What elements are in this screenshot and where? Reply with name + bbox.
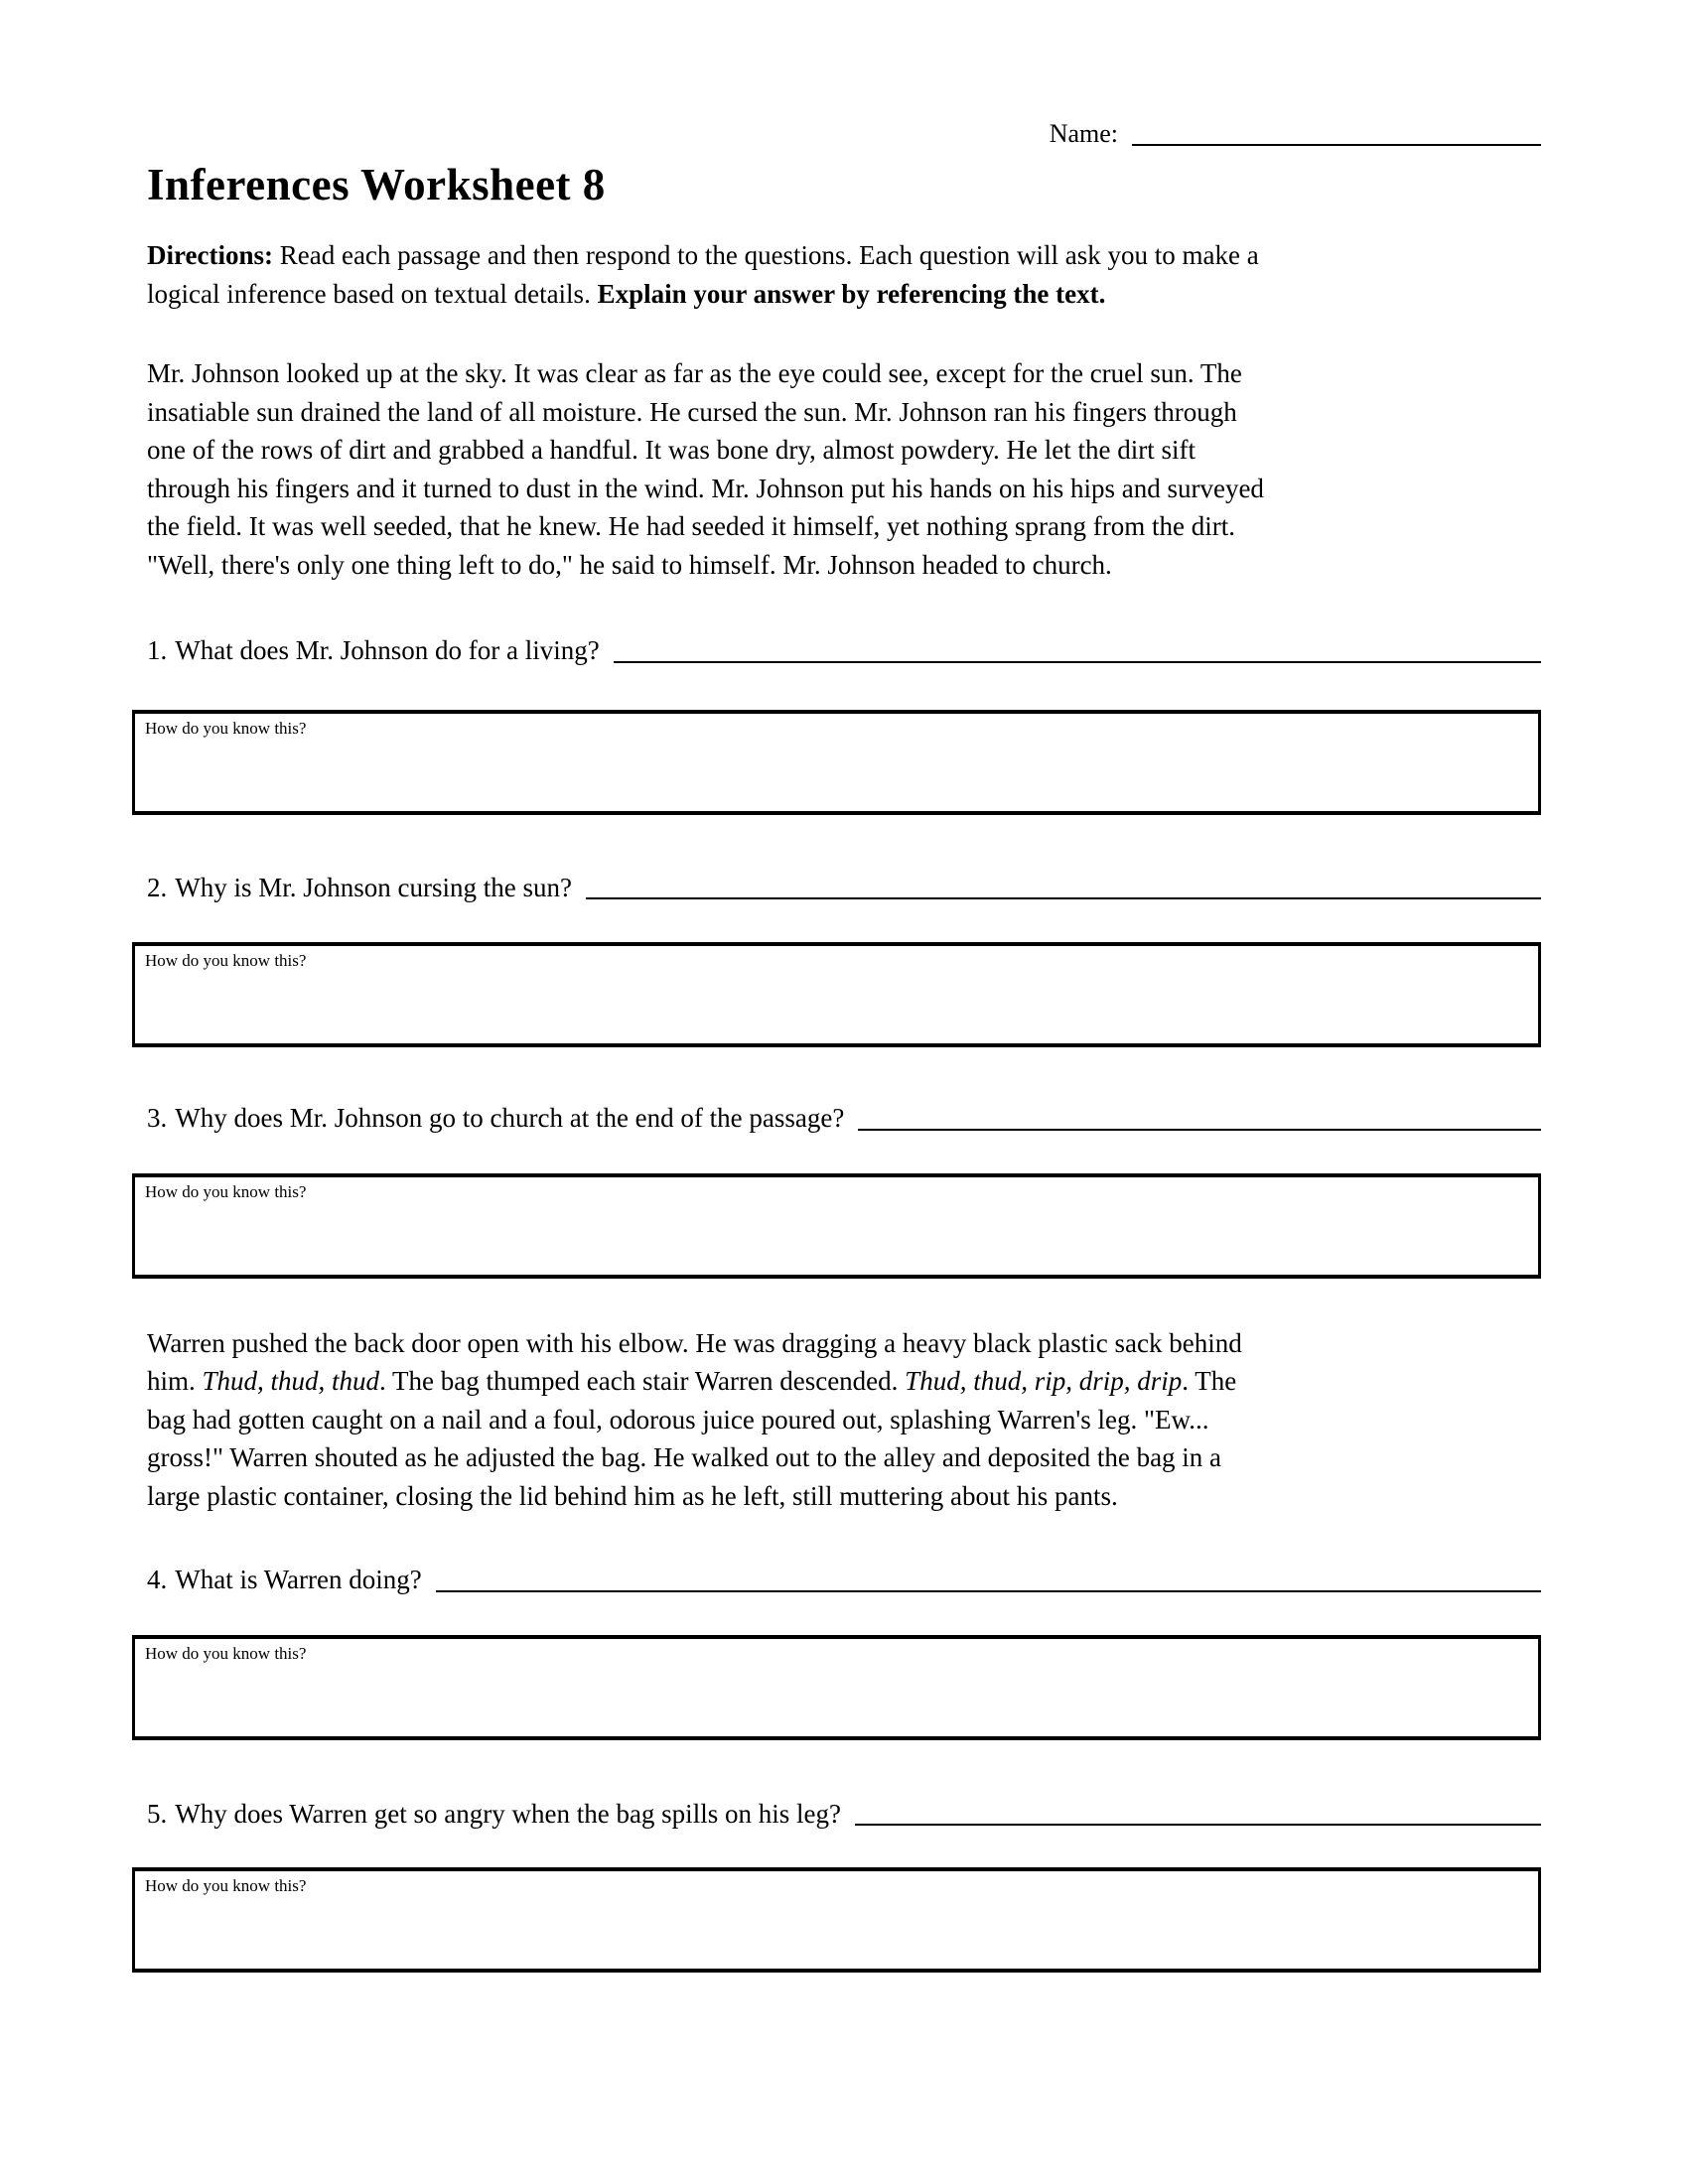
- question-2-box-prompt: How do you know this?: [145, 951, 307, 970]
- passage-2: [147, 1324, 1541, 1516]
- question-5-answer-box[interactable]: [132, 1867, 1541, 1973]
- name-row: [147, 117, 1541, 151]
- question-1-answer-box[interactable]: [132, 710, 1541, 815]
- directions: [147, 236, 1541, 313]
- text-line: through his fingers and it turned to dust in the wind. Mr. Johnson put his hands on his hips and surveyed: [147, 473, 1264, 503]
- text-line: logical inference based on textual details. Explain your answer by referencing the text.: [147, 278, 1106, 309]
- question-1: [147, 631, 1541, 670]
- question-3-number: 3.: [147, 1103, 168, 1133]
- passage-1: [147, 354, 1541, 584]
- question-2-answer-box[interactable]: [132, 942, 1541, 1047]
- question-4-text: What is Warren doing?: [175, 1565, 422, 1594]
- question-3-text: Why does Mr. Johnson go to church at the end of the passage?: [175, 1103, 845, 1133]
- name-label: Name:: [1049, 119, 1118, 148]
- text-line: "Well, there's only one thing left to do," he said to himself. Mr. Johnson headed to church.: [147, 549, 1112, 580]
- name-input-line[interactable]: [1132, 117, 1541, 146]
- question-3: [147, 1099, 1541, 1138]
- text-line: Warren pushed the back door open with his elbow. He was dragging a heavy black plastic sack behind: [147, 1327, 1242, 1358]
- question-5-text: Why does Warren get so angry when the bag spills on his leg?: [175, 1798, 841, 1829]
- question-4-box-prompt: How do you know this?: [145, 1643, 307, 1663]
- question-1-answer-line[interactable]: [614, 631, 1541, 663]
- question-5-number: 5.: [147, 1798, 168, 1829]
- question-4-number: 4.: [147, 1565, 168, 1594]
- question-3-box-prompt: How do you know this?: [145, 1181, 307, 1201]
- text-line: insatiable sun drained the land of all moisture. He cursed the sun. Mr. Johnson ran his fingers through: [147, 396, 1237, 427]
- question-3-answer-box[interactable]: [132, 1173, 1541, 1279]
- question-1-box-prompt: How do you know this?: [145, 718, 307, 738]
- text-line: Mr. Johnson looked up at the sky. It was clear as far as the eye could see, except for the cruel sun. The: [147, 358, 1242, 388]
- question-1-number: 1.: [147, 635, 168, 665]
- text-line: large plastic container, closing the lid behind him as he left, still muttering about his pants.: [147, 1480, 1118, 1511]
- question-4: [147, 1561, 1541, 1599]
- question-4-answer-line[interactable]: [436, 1561, 1541, 1592]
- page-title: Inferences Worksheet 8: [147, 160, 606, 209]
- text-line: the field. It was well seeded, that he knew. He had seeded it himself, yet nothing sprang from the dirt.: [147, 511, 1235, 541]
- question-3-answer-line[interactable]: [858, 1099, 1541, 1131]
- text-line: Directions: Read each passage and then respond to the questions. Each question will ask you to make a: [147, 240, 1259, 270]
- text-line: bag had gotten caught on a nail and a foul, odorous juice poured out, splashing Warren's leg. "Ew...: [147, 1404, 1209, 1434]
- question-5-box-prompt: How do you know this?: [145, 1876, 307, 1895]
- question-4-answer-box[interactable]: [132, 1635, 1541, 1740]
- question-2-text: Why is Mr. Johnson cursing the sun?: [175, 872, 572, 902]
- question-5: [147, 1795, 1541, 1834]
- text-line: him. Thud, thud, thud. The bag thumped each stair Warren descended. Thud, thud, rip, drip, drip. The: [147, 1366, 1237, 1396]
- question-2-answer-line[interactable]: [586, 869, 1541, 900]
- text-line: one of the rows of dirt and grabbed a handful. It was bone dry, almost powdery. He let the dirt sift: [147, 435, 1196, 465]
- question-2: [147, 869, 1541, 907]
- text-line: gross!" Warren shouted as he adjusted the bag. He walked out to the alley and deposited the bag in a: [147, 1442, 1222, 1472]
- question-1-text: What does Mr. Johnson do for a living?: [175, 635, 600, 665]
- question-5-answer-line[interactable]: [855, 1795, 1541, 1827]
- question-2-number: 2.: [147, 872, 168, 902]
